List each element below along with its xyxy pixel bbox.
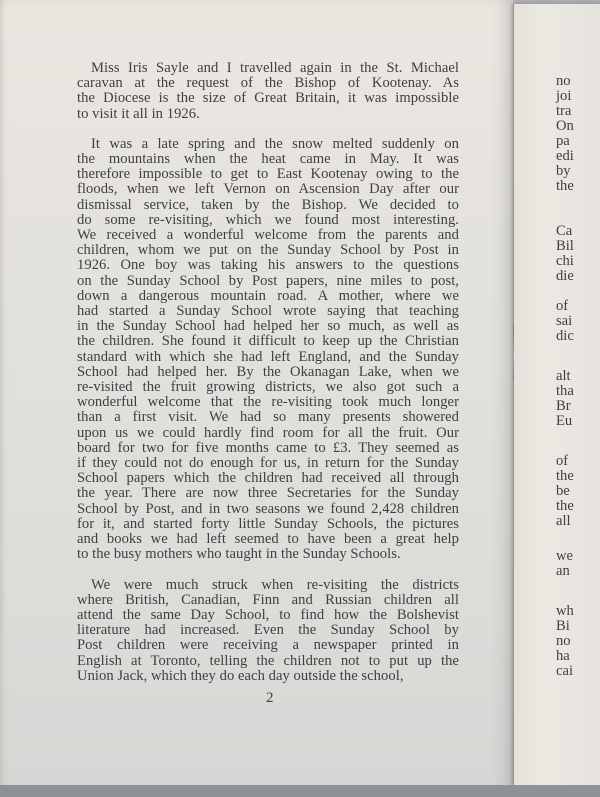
text-line: down a dangerous mountain road. A mother, where we <box>77 287 459 304</box>
text-line: literature had increased. Even the Sunday School by <box>77 622 459 639</box>
text-line: to visit it all in 1926. <box>77 105 200 122</box>
text-line: the children. She found it difficult to keep up the Christian <box>77 333 459 350</box>
body-text <box>77 61 459 699</box>
right-page-line-fragment: all <box>556 513 571 529</box>
paragraph <box>77 137 459 563</box>
table-surface <box>0 785 600 797</box>
right-page-line-fragment: the <box>556 178 574 194</box>
text-line: therefore impossible to get to East Kootenay owing to the <box>77 166 459 183</box>
right-page-line-fragment: an <box>556 563 570 579</box>
right-page-line-fragment: the <box>556 468 574 484</box>
text-line: School had helped her. By the Okanagan Lake, when we <box>77 363 459 380</box>
paragraph <box>77 578 459 684</box>
text-line: in the Sunday School had helped her so much, as well as <box>77 318 459 335</box>
text-line: for it, and started forty little Sunday Schools, the pictures <box>77 515 459 532</box>
right-page-line-fragment: alt <box>556 368 571 384</box>
text-line: School by Post, and in two seasons we found 2,428 children <box>77 500 459 517</box>
right-page-line-fragment: of <box>556 453 569 469</box>
text-line: board for two for five months came to £3. They seemed as <box>77 439 459 456</box>
text-line: where British, Canadian, Finn and Russian children all <box>77 591 459 608</box>
right-page-line-fragment: tra <box>556 103 572 119</box>
right-page-line-fragment: be <box>556 483 570 499</box>
right-page-line-fragment: tha <box>556 383 574 399</box>
right-page-line-fragment: Eu <box>556 413 573 429</box>
right-page-line-fragment: no <box>556 633 571 649</box>
text-line: floods, when we left Vernon on Ascension Day after our <box>77 181 459 198</box>
right-page-line-fragment: On <box>556 118 574 134</box>
right-page-line-fragment: edi <box>556 148 574 164</box>
text-line: on the Sunday School by Post papers, nine miles to post, <box>77 272 459 289</box>
right-page-line-fragment: pa <box>556 133 570 149</box>
text-line: than a first visit. We had so many presents showered <box>77 409 459 426</box>
text-line: dismissal service, taken by the Bishop. We decided to <box>77 196 459 213</box>
text-line: caravan at the request of the Bishop of Kootenay. As <box>77 75 459 92</box>
text-line: the year. There are now three Secretaries for the Sunday <box>77 485 459 502</box>
right-page-line-fragment: by <box>556 163 571 179</box>
right-page-line-fragment: Ca <box>556 223 573 239</box>
text-line: re-visited the fruit growing districts, we also got such a <box>77 379 459 396</box>
text-line: We were much struck when re-visiting the districts <box>91 576 459 593</box>
text-line: do some re-visiting, which we found most interesting. <box>77 211 459 228</box>
page-number: 2 <box>266 690 274 706</box>
text-line: to the busy mothers who taught in the Sunday Schools. <box>77 546 401 563</box>
text-line: standard with which she had left England, and the Sunday <box>77 348 459 365</box>
right-page-line-fragment: cai <box>556 663 574 679</box>
right-page-line-fragment: dic <box>556 328 574 344</box>
paragraph <box>77 61 459 122</box>
right-page-line-fragment: Bil <box>556 238 574 254</box>
text-line: the mountains when the heat came in May. It was <box>77 151 459 168</box>
text-line: We received a wonderful welcome from the parents and <box>77 227 459 244</box>
text-line: School papers which the children had received all through <box>77 470 459 487</box>
right-page-line-fragment: sai <box>556 313 573 329</box>
text-line: 1926. One boy was taking his answers to the questions <box>77 257 459 274</box>
text-line: and books we had left seemed to have been a great help <box>77 531 459 548</box>
text-line: if they could not do enough for us, in return for the Sunday <box>77 455 459 472</box>
right-page-line-fragment: of <box>556 298 569 314</box>
right-page-line-fragment: joi <box>556 88 572 104</box>
right-page-line-fragment: chi <box>556 253 574 269</box>
right-page-line-fragment: ha <box>556 648 570 664</box>
right-page-line-fragment: Br <box>556 398 571 414</box>
text-line: wonderful welcome that the re-visiting took much longer <box>77 394 459 411</box>
right-page-line-fragment: Bi <box>556 618 570 634</box>
text-line: attend the same Day School, to find how the Bolshevist <box>77 606 459 623</box>
right-page <box>514 4 600 785</box>
text-line: had started a Sunday School wrote saying that teaching <box>77 303 459 320</box>
text-line: upon us we could hardly find room for all the fruit. Our <box>77 424 459 441</box>
right-page-line-fragment: die <box>556 268 574 284</box>
text-line: children, whom we put on the Sunday School by Post in <box>77 242 459 259</box>
right-page-line-fragment: we <box>556 548 574 564</box>
text-line: English at Toronto, telling the children not to put up the <box>77 652 459 669</box>
text-line: the Diocese is the size of Great Britain, it was impossible <box>77 90 459 107</box>
text-line: Miss Iris Sayle and I travelled again in the St. Michael <box>91 60 459 76</box>
right-page-line-fragment: the <box>556 498 574 514</box>
text-line: It was a late spring and the snow melted suddenly on <box>91 135 459 152</box>
text-line: Post children were receiving a newspaper printed in <box>77 637 459 654</box>
right-page-line-fragment: no <box>556 73 571 89</box>
text-line: Union Jack, which they do each day outside the school, <box>77 667 404 684</box>
right-page-line-fragment: wh <box>556 603 574 619</box>
